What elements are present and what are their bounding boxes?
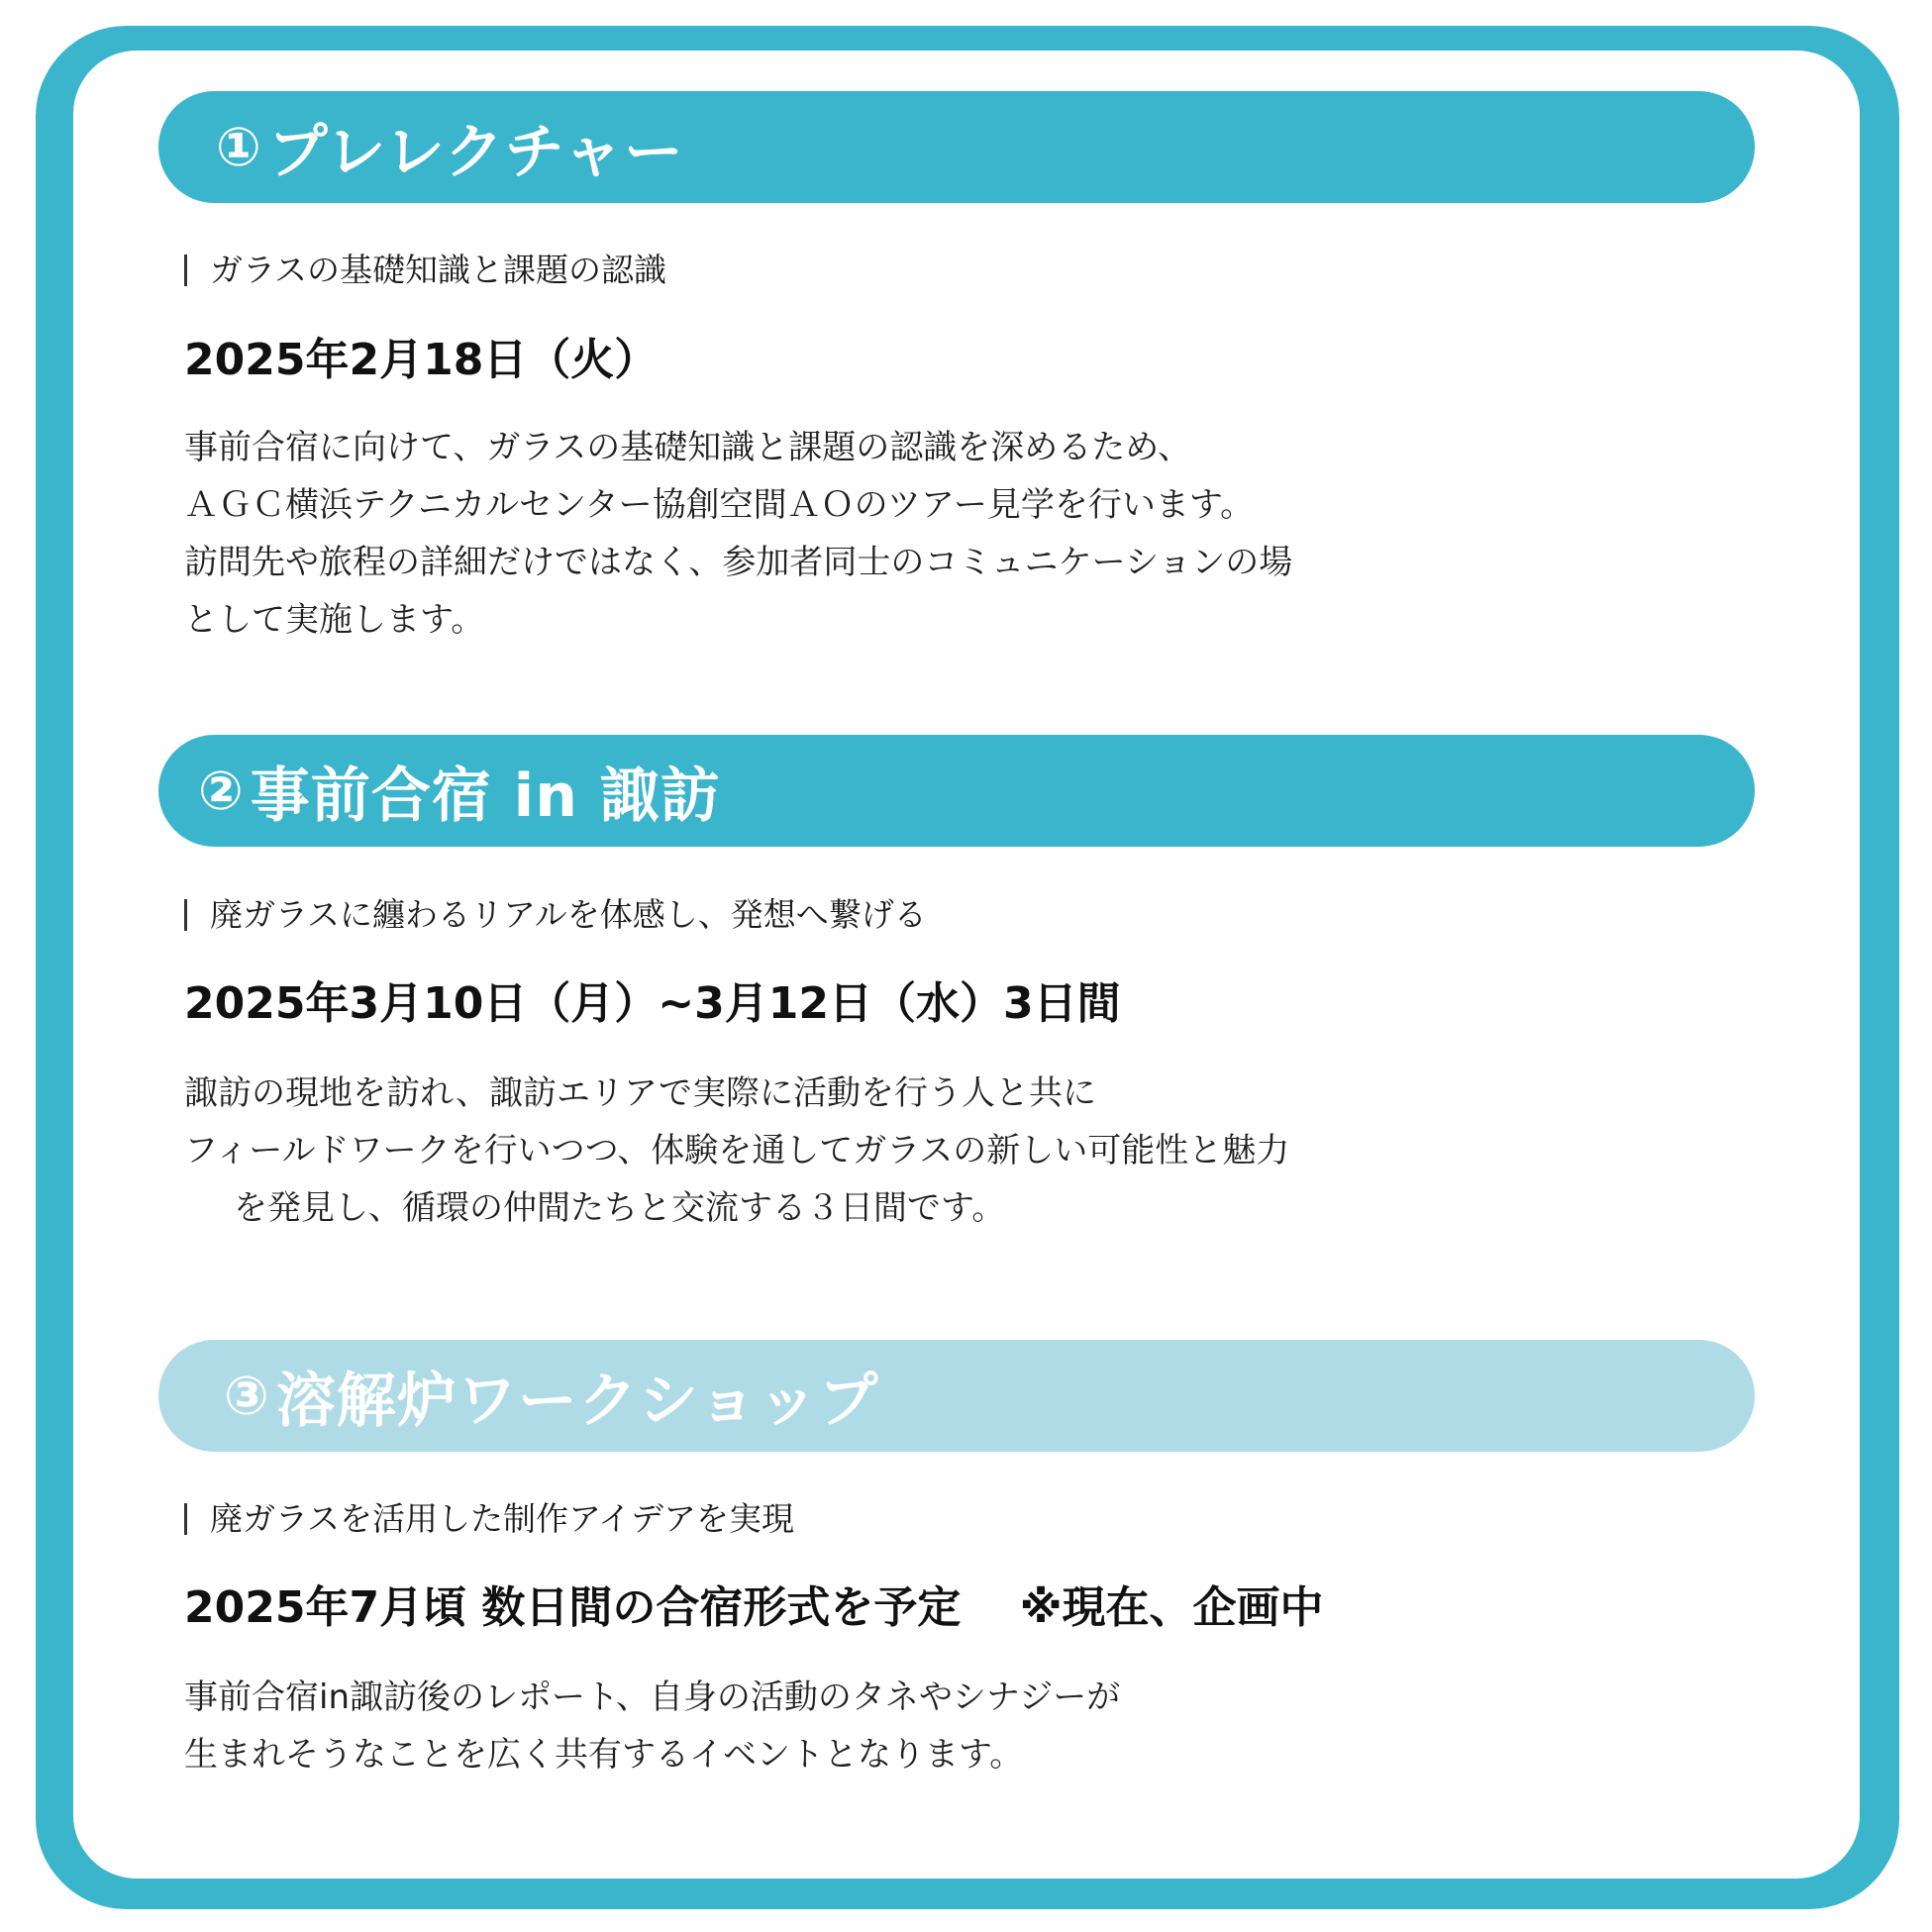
section-1-line: ＡＧＣ横浜テクニカルセンター協創空間ＡＯのツアー見学を行います。 (184, 485, 1255, 525)
section-1-subtitle: ガラスの基礎知識と課題の認識 (180, 251, 666, 290)
section-1-number: ① (216, 116, 262, 178)
section-3-line: 事前合宿in諏訪後のレポート、自身の活動のタネやシナジーが (184, 1678, 1121, 1717)
section-1-banner (158, 91, 1755, 203)
section-3-date: 2025年7月頃 数日間の合宿形式を予定 ※現在、企画中 (184, 1582, 1324, 1633)
section-2-banner (158, 735, 1755, 847)
section-2-subtitle: 廃ガラスに纏わるリアルを体感し、発想へ繋げる (180, 895, 927, 935)
section-1-line: 訪問先や旅程の詳細だけではなく、参加者同士のコミュニケーションの場 (184, 543, 1293, 582)
section-3-number: ③ (224, 1365, 270, 1427)
section-3-line: 生まれそうなことを広く共有するイベントとなります。 (184, 1735, 1024, 1775)
section-2-date: 2025年3月10日（月）~3月12日（水）3日間 (184, 978, 1121, 1029)
section-2-title: 事前合宿 in 諏訪 (250, 761, 721, 831)
section-3-title: 溶解炉ワークショップ (275, 1366, 879, 1436)
section-2-line: フィールドワークを行いつつ、体験を通してガラスの新しい可能性と魅力 (184, 1131, 1290, 1170)
section-1-date: 2025年2月18日（火） (184, 335, 659, 385)
section-1-description (184, 419, 1292, 649)
section-2-number: ② (198, 760, 245, 822)
section-3-banner (158, 1340, 1755, 1452)
section-2-line: を発見し、循環の仲間たちと交流する３日間です。 (234, 1188, 1006, 1228)
section-3-subtitle: 廃ガラスを活用した制作アイデアを実現 (180, 1499, 794, 1539)
section-2-description (184, 1065, 1289, 1237)
section-1-line: 事前合宿に向けて、ガラスの基礎知識と課題の認識を深めるため、 (184, 428, 1191, 467)
section-3-description (184, 1669, 1120, 1783)
section-2-line: 諏訪の現地を訪れ、諏訪エリアで実際に活動を行う人と共に (184, 1073, 1097, 1113)
section-1-line: として実施します。 (184, 600, 485, 640)
section-1-title: プレレクチャー (267, 117, 684, 187)
